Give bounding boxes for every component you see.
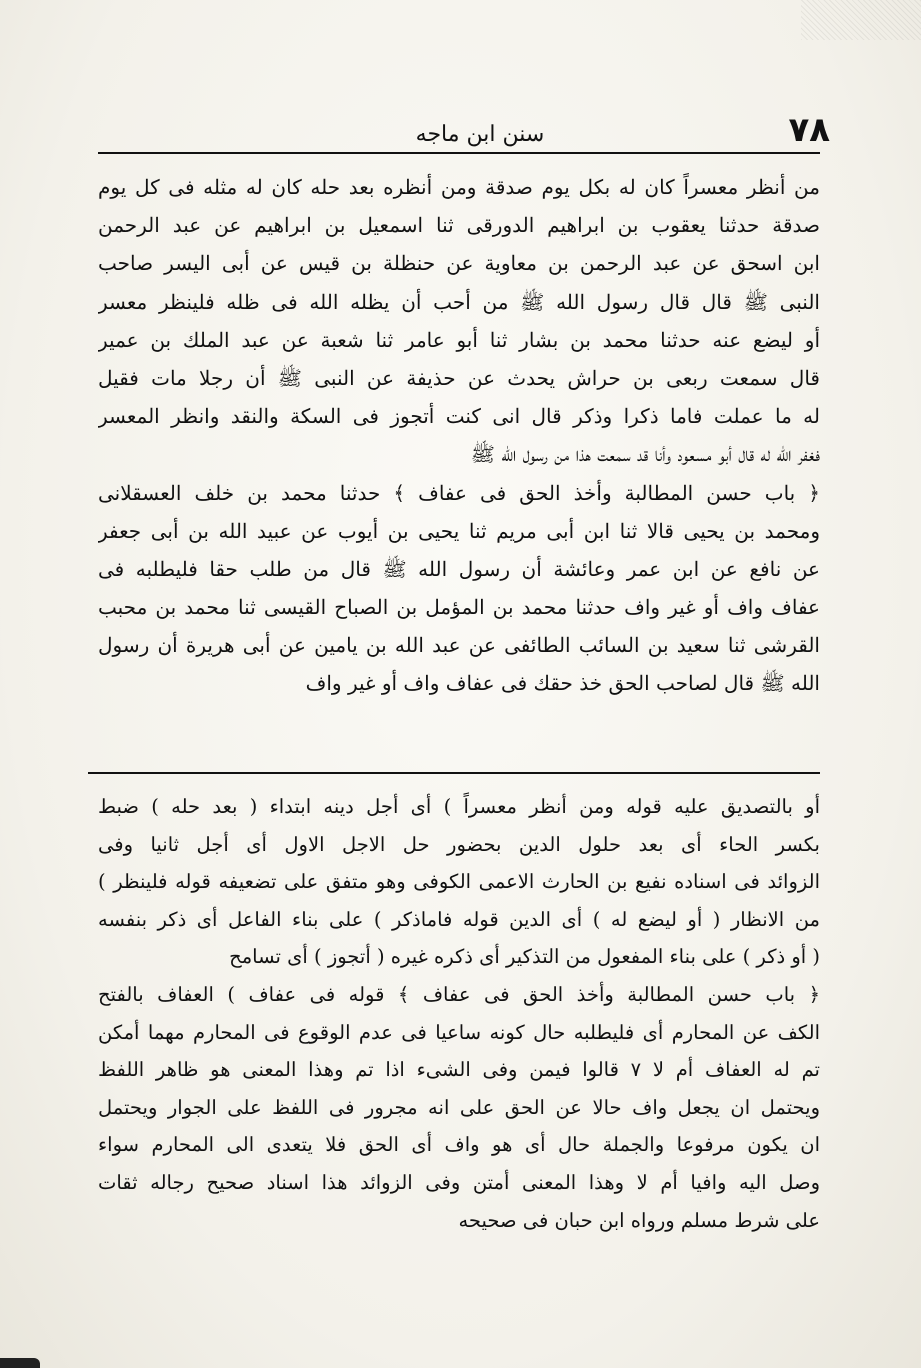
note-line: ان يكون مرفوعا والجملة حال أى هو واف أى الحق فلا يتعدى الى المحارم سواء (98, 1133, 820, 1157)
main-line: له ما عملت فاما ذكرا وذكر قال انى كنت أتجوز فى السكة والنقد وانظر المعسر (98, 404, 820, 429)
main-line: عن نافع عن ابن عمر وعائشة أن رسول الله ﷺ قال من طلب حقا فليطلبه فى (98, 556, 820, 581)
main-line: صدقة حدثنا يعقوب بن ابراهيم الدورقى ثنا اسمعيل بن ابراهيم عن عبد الرحمن (98, 213, 820, 238)
note-line: ويحتمل ان يجعل واف حالا عن الحق على انه مجرور فى اللفظ على الجوار ويحتمل (98, 1095, 820, 1119)
main-line: النبى ﷺ قال قال رسول الله ﷺ من أحب أن يظله الله فى ظله فلينظر معسر (98, 289, 820, 314)
note-line: على شرط مسلم ورواه ابن حبان فى صحيحه (458, 1208, 820, 1232)
page-number: ٧٨ (788, 110, 830, 150)
note-line: الكف عن المحارم أى فليطلبه حال كونه ساعيا فى عدم الوقوع فى المحارم مهما أمكن (98, 1020, 820, 1044)
main-line: ابن اسحق عن عبد الرحمن بن معاوية عن حنظلة بن قيس عن أبى اليسر صاحب (98, 251, 820, 276)
note-line: وصل اليه وافيا أم لا وهذا المعنى أمتن وفى الزوائد هذا اسناد صحيح رجاله ثقات (98, 1170, 820, 1194)
scan-speckle (801, 0, 921, 40)
main-line: من أنظر معسراً كان له بكل يوم صدقة ومن أنظره بعد حله كان له مثله فى كل يوم (98, 175, 820, 199)
running-title: سنن ابن ماجه (415, 122, 545, 147)
note-line: ( أو ذكر ) على بناء المفعول من التذكير أى ذكره غيره ( أتجوز ) أى تسامح (229, 945, 820, 969)
main-line: القرشى ثنا سعيد بن السائب الطائفى عن عبد الله بن يامين عن أبى هريرة أن رسول (98, 633, 820, 658)
main-line: الله ﷺ قال لصاحب الحق خذ حقك فى عفاف واف أو غير واف (305, 671, 820, 696)
note-line: أو بالتصديق عليه قوله ومن أنظر معسراً ) أى أجل دينه ابتداء ( بعد حله ) ضبط (98, 795, 820, 818)
scan-edge-mark (0, 1358, 40, 1368)
note-line: من الانظار ( أو ليضع له ) أى الدين قوله فاماذكر ) على بناء الفاعل أى ذكر بنفسه (98, 907, 820, 931)
note-line: الزوائد فى اسناده نفيع بن الحارث الاعمى الكوفى وهو متفق على تضعيفه قوله فلينظر ) (98, 870, 820, 894)
main-line: فغفر الله له قال أبو مسعود وأنا قد سمعت هذا من رسول الله ﷺ (470, 442, 820, 467)
note-line: تم له العفاف أم لا ٧ قالوا فيمن وفى الشىء اذا تم وهذا المعنى هو ظاهر اللفظ (98, 1058, 820, 1082)
main-line: أو ليضع عنه حدثنا محمد بن بشار ثنا أبو عامر ثنا شعبة عن عبد الملك بن عمير (98, 327, 820, 352)
commentary-divider (88, 772, 820, 774)
chapter-heading-line: ﴿ باب حسن المطالبة وأخذ الحق فى عفاف ﴾ حدثنا محمد بن خلف العسقلانى (98, 480, 820, 505)
main-line: ومحمد بن يحيى قالا ثنا ابن أبى مريم ثنا يحيى بن أيوب عن عبيد الله بن أبى جعفر (98, 518, 820, 543)
header-rule (98, 152, 820, 154)
chapter-heading-line: ﴿ باب حسن المطالبة وأخذ الحق فى عفاف ﴾ قوله فى عفاف ) العفاف بالفتح (98, 982, 820, 1006)
main-line: عفاف واف أو غير واف حدثنا محمد بن المؤمل بن الصباح القيسى ثنا محمد بن محبب (98, 595, 820, 620)
main-line: قال سمعت ربعى بن حراش يحدث عن حذيفة عن النبى ﷺ أن رجلا مات فقيل (98, 365, 820, 390)
commentary-text (98, 788, 820, 1239)
hadith-text (98, 168, 820, 703)
page-header (100, 110, 830, 150)
note-line: بكسر الحاء أى بعد حلول الدين بحضور حل الاجل الاول أى أجل ثانيا وفى (98, 832, 820, 856)
